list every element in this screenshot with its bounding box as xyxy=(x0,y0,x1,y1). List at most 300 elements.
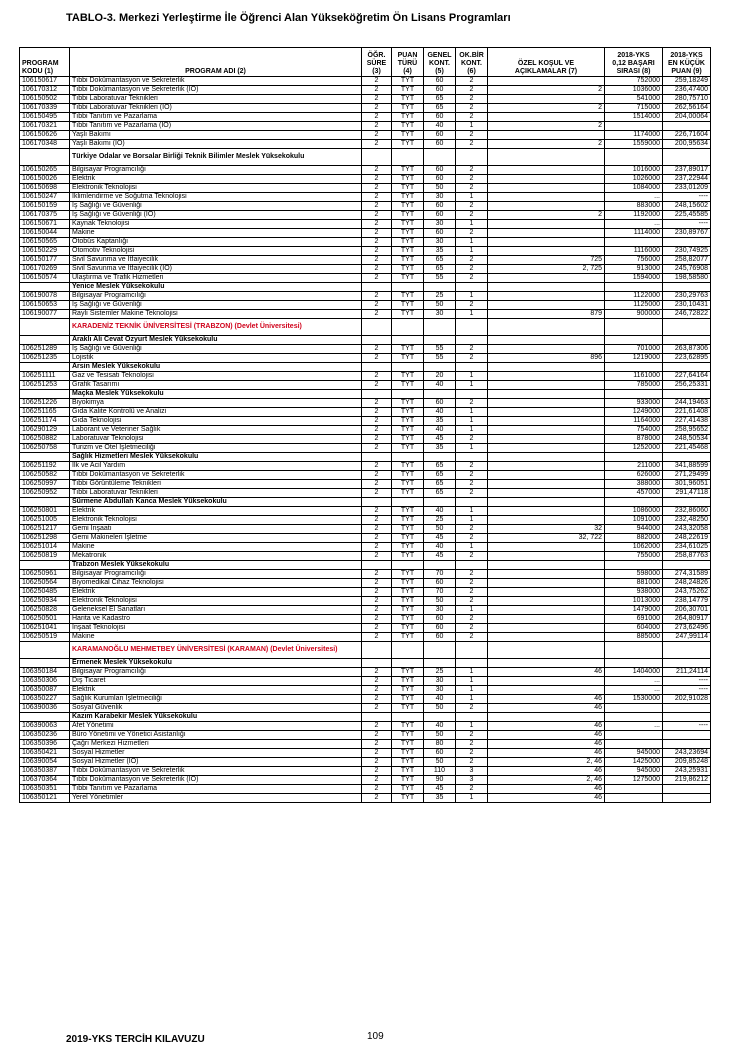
program-code: 106170312 xyxy=(20,86,70,95)
school-name: Araklı Ali Cevat Özyurt Meslek Yüksekokulu xyxy=(70,336,362,345)
program-code: 106251014 xyxy=(20,543,70,552)
program-name: Sosyal Hizmetler (İÖ) xyxy=(70,758,362,767)
header-text-line: EN KÜÇÜK xyxy=(668,60,705,67)
empty-cell xyxy=(663,713,711,722)
empty-cell xyxy=(20,363,70,372)
table-row xyxy=(20,202,711,211)
empty-cell xyxy=(362,498,392,507)
duration: 2 xyxy=(362,749,392,758)
table-row xyxy=(20,776,711,785)
min-score: 245,76908 xyxy=(663,265,711,274)
header-text-line: AÇIKLAMALAR (7) xyxy=(514,68,578,75)
success-rank: ... xyxy=(605,677,663,686)
header-text-line: ÖZEL KOŞUL VE xyxy=(517,60,575,67)
min-score: ---- xyxy=(663,193,711,202)
table-body xyxy=(20,77,711,803)
header-text-line: SIRASI (8) xyxy=(616,68,651,75)
success-rank xyxy=(605,704,663,713)
empty-cell xyxy=(392,149,424,166)
program-code: 106170321 xyxy=(20,122,70,131)
table-row xyxy=(20,86,711,95)
table-row xyxy=(20,543,711,552)
empty-cell xyxy=(456,642,488,659)
duration: 2 xyxy=(362,785,392,794)
table-row xyxy=(20,677,711,686)
school-first-quota: 2 xyxy=(456,462,488,471)
program-name: Gemi İnşaatı xyxy=(70,525,362,534)
empty-cell xyxy=(488,319,605,336)
special-conditions xyxy=(488,202,605,211)
empty-cell xyxy=(362,642,392,659)
duration: 2 xyxy=(362,417,392,426)
special-conditions xyxy=(488,372,605,381)
duration: 2 xyxy=(362,77,392,86)
program-name: Çağrı Merkezi Hizmetleri xyxy=(70,740,362,749)
program-name: Makine xyxy=(70,633,362,642)
empty-cell xyxy=(663,319,711,336)
empty-cell xyxy=(605,283,663,292)
duration: 2 xyxy=(362,345,392,354)
program-code: 106251298 xyxy=(20,534,70,543)
header-text-line: (4) xyxy=(403,68,412,75)
min-score: 248,22619 xyxy=(663,534,711,543)
empty-cell xyxy=(424,390,456,399)
min-score: 237,22944 xyxy=(663,175,711,184)
empty-cell xyxy=(362,283,392,292)
score-type: TYT xyxy=(392,749,424,758)
general-quota: 30 xyxy=(424,238,456,247)
empty-cell xyxy=(362,336,392,345)
empty-cell xyxy=(456,453,488,462)
score-type: TYT xyxy=(392,408,424,417)
special-conditions xyxy=(488,77,605,86)
duration: 2 xyxy=(362,695,392,704)
special-conditions: 2, 46 xyxy=(488,776,605,785)
min-score: 258,82077 xyxy=(663,256,711,265)
special-conditions: 2 xyxy=(488,86,605,95)
header-score-type xyxy=(392,48,424,77)
duration: 2 xyxy=(362,292,392,301)
score-type: TYT xyxy=(392,310,424,319)
empty-cell xyxy=(20,319,70,336)
success-rank: 1062000 xyxy=(605,543,663,552)
program-name: Makine xyxy=(70,543,362,552)
general-quota: 65 xyxy=(424,480,456,489)
empty-cell xyxy=(20,561,70,570)
success-rank: 1249000 xyxy=(605,408,663,417)
school-first-quota: 2 xyxy=(456,354,488,363)
special-conditions xyxy=(488,480,605,489)
success-rank: 756000 xyxy=(605,256,663,265)
school-first-quota: 2 xyxy=(456,534,488,543)
program-name: Gaz ve Tesisatı Teknolojisi xyxy=(70,372,362,381)
score-type: TYT xyxy=(392,695,424,704)
general-quota: 45 xyxy=(424,534,456,543)
empty-cell xyxy=(392,713,424,722)
success-rank: 944000 xyxy=(605,525,663,534)
score-type: TYT xyxy=(392,175,424,184)
success-rank: 878000 xyxy=(605,435,663,444)
empty-cell xyxy=(424,363,456,372)
general-quota: 50 xyxy=(424,184,456,193)
duration: 2 xyxy=(362,507,392,516)
table-row xyxy=(20,480,711,489)
special-conditions: 896 xyxy=(488,354,605,363)
success-rank xyxy=(605,238,663,247)
program-code: 106250758 xyxy=(20,444,70,453)
score-type: TYT xyxy=(392,435,424,444)
empty-cell xyxy=(362,453,392,462)
special-conditions xyxy=(488,435,605,444)
header-text-line: 0,12 BAŞARI xyxy=(612,60,655,67)
empty-cell xyxy=(20,390,70,399)
school-name: Kazım Karabekir Meslek Yüksekokulu xyxy=(70,713,362,722)
general-quota: 45 xyxy=(424,552,456,561)
table-row xyxy=(20,372,711,381)
school-first-quota: 1 xyxy=(456,220,488,229)
special-conditions xyxy=(488,489,605,498)
program-code: 106150229 xyxy=(20,247,70,256)
program-name: Laborant ve Veteriner Sağlık xyxy=(70,426,362,435)
score-type: TYT xyxy=(392,220,424,229)
success-rank xyxy=(605,794,663,803)
program-code: 106350121 xyxy=(20,794,70,803)
min-score: 256,25331 xyxy=(663,381,711,390)
empty-cell xyxy=(392,336,424,345)
special-conditions xyxy=(488,381,605,390)
program-name: Lojistik xyxy=(70,354,362,363)
min-score: 291,47118 xyxy=(663,489,711,498)
general-quota: 60 xyxy=(424,202,456,211)
success-rank: 913000 xyxy=(605,265,663,274)
score-type: TYT xyxy=(392,704,424,713)
empty-cell xyxy=(605,642,663,659)
program-code: 106150626 xyxy=(20,131,70,140)
duration: 2 xyxy=(362,301,392,310)
empty-cell xyxy=(362,561,392,570)
program-name: Tıbbi Dokümantasyon ve Sekreterlik xyxy=(70,77,362,86)
general-quota: 50 xyxy=(424,758,456,767)
empty-cell xyxy=(392,453,424,462)
empty-cell xyxy=(20,498,70,507)
min-score: 202,91028 xyxy=(663,695,711,704)
success-rank: 933000 xyxy=(605,399,663,408)
duration: 2 xyxy=(362,686,392,695)
empty-cell xyxy=(424,659,456,668)
header-text-line: KODU (1) xyxy=(22,68,54,75)
success-rank: 1016000 xyxy=(605,166,663,175)
table-row xyxy=(20,471,711,480)
score-type: TYT xyxy=(392,229,424,238)
footer-guide-title: 2019-YKS TERCİH KILAVUZU xyxy=(66,1034,205,1045)
min-score: 274,31589 xyxy=(663,570,711,579)
special-conditions: 46 xyxy=(488,731,605,740)
table-row xyxy=(20,749,711,758)
min-score: 198,58580 xyxy=(663,274,711,283)
program-code: 106250828 xyxy=(20,606,70,615)
program-code: 106190078 xyxy=(20,292,70,301)
empty-cell xyxy=(392,498,424,507)
success-rank: 1530000 xyxy=(605,695,663,704)
min-score: 248,50534 xyxy=(663,435,711,444)
school-first-quota: 1 xyxy=(456,686,488,695)
special-conditions xyxy=(488,95,605,104)
table-row xyxy=(20,238,711,247)
score-type: TYT xyxy=(392,785,424,794)
min-score: 227,41438 xyxy=(663,417,711,426)
special-conditions xyxy=(488,113,605,122)
duration: 2 xyxy=(362,220,392,229)
program-name: Tıbbi Dokümantasyon ve Sekreterlik xyxy=(70,767,362,776)
table-row xyxy=(20,704,711,713)
program-name: Otomotiv Teknolojisi xyxy=(70,247,362,256)
general-quota: 60 xyxy=(424,615,456,624)
special-conditions: 46 xyxy=(488,767,605,776)
program-code: 106250501 xyxy=(20,615,70,624)
table-row xyxy=(20,381,711,390)
min-score: 219,86212 xyxy=(663,776,711,785)
special-conditions: 46 xyxy=(488,785,605,794)
min-score xyxy=(663,740,711,749)
success-rank: 1174000 xyxy=(605,131,663,140)
score-type: TYT xyxy=(392,668,424,677)
special-conditions xyxy=(488,624,605,633)
duration: 2 xyxy=(362,399,392,408)
score-type: TYT xyxy=(392,131,424,140)
general-quota: 65 xyxy=(424,256,456,265)
general-quota: 90 xyxy=(424,776,456,785)
school-row xyxy=(20,390,711,399)
success-rank: 1086000 xyxy=(605,507,663,516)
success-rank: 541000 xyxy=(605,95,663,104)
score-type: TYT xyxy=(392,543,424,552)
school-name: Yenice Meslek Yüksekokulu xyxy=(70,283,362,292)
success-rank: 626000 xyxy=(605,471,663,480)
general-quota: 60 xyxy=(424,140,456,149)
score-type: TYT xyxy=(392,193,424,202)
min-score: 230,29763 xyxy=(663,292,711,301)
special-conditions: 2 xyxy=(488,104,605,113)
special-conditions xyxy=(488,588,605,597)
school-first-quota: 2 xyxy=(456,184,488,193)
school-first-quota: 2 xyxy=(456,489,488,498)
success-rank: 1013000 xyxy=(605,597,663,606)
special-conditions xyxy=(488,193,605,202)
program-code: 106150653 xyxy=(20,301,70,310)
min-score: 237,89017 xyxy=(663,166,711,175)
table-row xyxy=(20,345,711,354)
program-code: 106251217 xyxy=(20,525,70,534)
general-quota: 30 xyxy=(424,220,456,229)
min-score: 221,61408 xyxy=(663,408,711,417)
score-type: TYT xyxy=(392,113,424,122)
score-type: TYT xyxy=(392,292,424,301)
general-quota: 40 xyxy=(424,408,456,417)
program-name: Sosyal Hizmetler xyxy=(70,749,362,758)
program-name: Elektrik xyxy=(70,588,362,597)
score-type: TYT xyxy=(392,426,424,435)
general-quota: 70 xyxy=(424,570,456,579)
empty-cell xyxy=(456,149,488,166)
min-score xyxy=(663,704,711,713)
school-row xyxy=(20,336,711,345)
school-first-quota: 2 xyxy=(456,301,488,310)
header-special-conditions xyxy=(488,48,605,77)
program-code: 106251253 xyxy=(20,381,70,390)
university-row xyxy=(20,642,711,659)
table-row xyxy=(20,525,711,534)
table-row xyxy=(20,758,711,767)
min-score: 230,74925 xyxy=(663,247,711,256)
score-type: TYT xyxy=(392,77,424,86)
success-rank: 885000 xyxy=(605,633,663,642)
score-type: TYT xyxy=(392,122,424,131)
school-first-quota: 2 xyxy=(456,785,488,794)
success-rank xyxy=(605,785,663,794)
program-name: İklimlendirme ve Soğutma Teknolojisi xyxy=(70,193,362,202)
score-type: TYT xyxy=(392,345,424,354)
success-rank: 701000 xyxy=(605,345,663,354)
university-row xyxy=(20,319,711,336)
score-type: TYT xyxy=(392,104,424,113)
score-type: TYT xyxy=(392,238,424,247)
success-rank xyxy=(605,740,663,749)
school-row xyxy=(20,713,711,722)
program-name: Tıbbi Tanıtım ve Pazarlama xyxy=(70,113,362,122)
success-rank: 1125000 xyxy=(605,301,663,310)
school-row xyxy=(20,453,711,462)
duration: 2 xyxy=(362,229,392,238)
program-code: 106390063 xyxy=(20,722,70,731)
min-score: 233,01209 xyxy=(663,184,711,193)
duration: 2 xyxy=(362,471,392,480)
header-text-line: (5) xyxy=(435,68,444,75)
general-quota: 50 xyxy=(424,731,456,740)
empty-cell xyxy=(488,283,605,292)
table-row xyxy=(20,633,711,642)
success-rank: 1116000 xyxy=(605,247,663,256)
empty-cell xyxy=(605,498,663,507)
program-code: 106290129 xyxy=(20,426,70,435)
school-first-quota: 1 xyxy=(456,507,488,516)
school-first-quota: 1 xyxy=(456,292,488,301)
empty-cell xyxy=(663,659,711,668)
score-type: TYT xyxy=(392,624,424,633)
score-type: TYT xyxy=(392,579,424,588)
general-quota: 60 xyxy=(424,113,456,122)
empty-cell xyxy=(424,336,456,345)
program-name: İnşaat Teknolojisi xyxy=(70,624,362,633)
general-quota: 45 xyxy=(424,435,456,444)
table-row xyxy=(20,588,711,597)
table-row xyxy=(20,794,711,803)
school-first-quota: 3 xyxy=(456,767,488,776)
empty-cell xyxy=(392,659,424,668)
table-row xyxy=(20,570,711,579)
success-rank: 1594000 xyxy=(605,274,663,283)
table-row xyxy=(20,310,711,319)
table-row xyxy=(20,552,711,561)
score-type: TYT xyxy=(392,256,424,265)
general-quota: 65 xyxy=(424,462,456,471)
empty-cell xyxy=(663,561,711,570)
special-conditions: 46 xyxy=(488,695,605,704)
empty-cell xyxy=(605,453,663,462)
general-quota: 35 xyxy=(424,417,456,426)
success-rank: 882000 xyxy=(605,534,663,543)
special-conditions xyxy=(488,417,605,426)
empty-cell xyxy=(605,713,663,722)
program-code: 106150698 xyxy=(20,184,70,193)
program-name: Otobüs Kaptanlığı xyxy=(70,238,362,247)
table-row xyxy=(20,229,711,238)
program-name: Makine xyxy=(70,229,362,238)
success-rank: 691000 xyxy=(605,615,663,624)
min-score: 232,48250 xyxy=(663,516,711,525)
program-name: Tıbbi Laboratuvar Teknikleri xyxy=(70,489,362,498)
duration: 2 xyxy=(362,767,392,776)
general-quota: 25 xyxy=(424,292,456,301)
school-first-quota: 1 xyxy=(456,372,488,381)
table-row xyxy=(20,740,711,749)
duration: 2 xyxy=(362,193,392,202)
school-first-quota: 2 xyxy=(456,175,488,184)
score-type: TYT xyxy=(392,444,424,453)
success-rank: 1192000 xyxy=(605,211,663,220)
score-type: TYT xyxy=(392,776,424,785)
general-quota: 40 xyxy=(424,381,456,390)
score-type: TYT xyxy=(392,140,424,149)
empty-cell xyxy=(424,498,456,507)
empty-cell xyxy=(488,453,605,462)
success-rank: 1036000 xyxy=(605,86,663,95)
score-type: TYT xyxy=(392,184,424,193)
min-score: 243,23694 xyxy=(663,749,711,758)
success-rank: 1219000 xyxy=(605,354,663,363)
school-first-quota: 2 xyxy=(456,95,488,104)
duration: 2 xyxy=(362,668,392,677)
program-code: 106350351 xyxy=(20,785,70,794)
program-code: 106350387 xyxy=(20,767,70,776)
min-score: 211,24114 xyxy=(663,668,711,677)
school-first-quota: 2 xyxy=(456,345,488,354)
empty-cell xyxy=(424,453,456,462)
general-quota: 25 xyxy=(424,516,456,525)
duration: 2 xyxy=(362,758,392,767)
school-first-quota: 2 xyxy=(456,274,488,283)
empty-cell xyxy=(663,283,711,292)
success-rank: 883000 xyxy=(605,202,663,211)
success-rank: 1091000 xyxy=(605,516,663,525)
empty-cell xyxy=(488,713,605,722)
score-type: TYT xyxy=(392,86,424,95)
score-type: TYT xyxy=(392,758,424,767)
program-name: Kaynak Teknolojisi xyxy=(70,220,362,229)
duration: 2 xyxy=(362,740,392,749)
school-first-quota: 2 xyxy=(456,113,488,122)
school-row xyxy=(20,283,711,292)
general-quota: 40 xyxy=(424,507,456,516)
success-rank: ... xyxy=(605,193,663,202)
school-first-quota: 2 xyxy=(456,704,488,713)
empty-cell xyxy=(20,659,70,668)
success-rank: 211000 xyxy=(605,462,663,471)
general-quota: 40 xyxy=(424,543,456,552)
duration: 2 xyxy=(362,238,392,247)
empty-cell xyxy=(663,642,711,659)
table-row xyxy=(20,113,711,122)
special-conditions xyxy=(488,247,605,256)
